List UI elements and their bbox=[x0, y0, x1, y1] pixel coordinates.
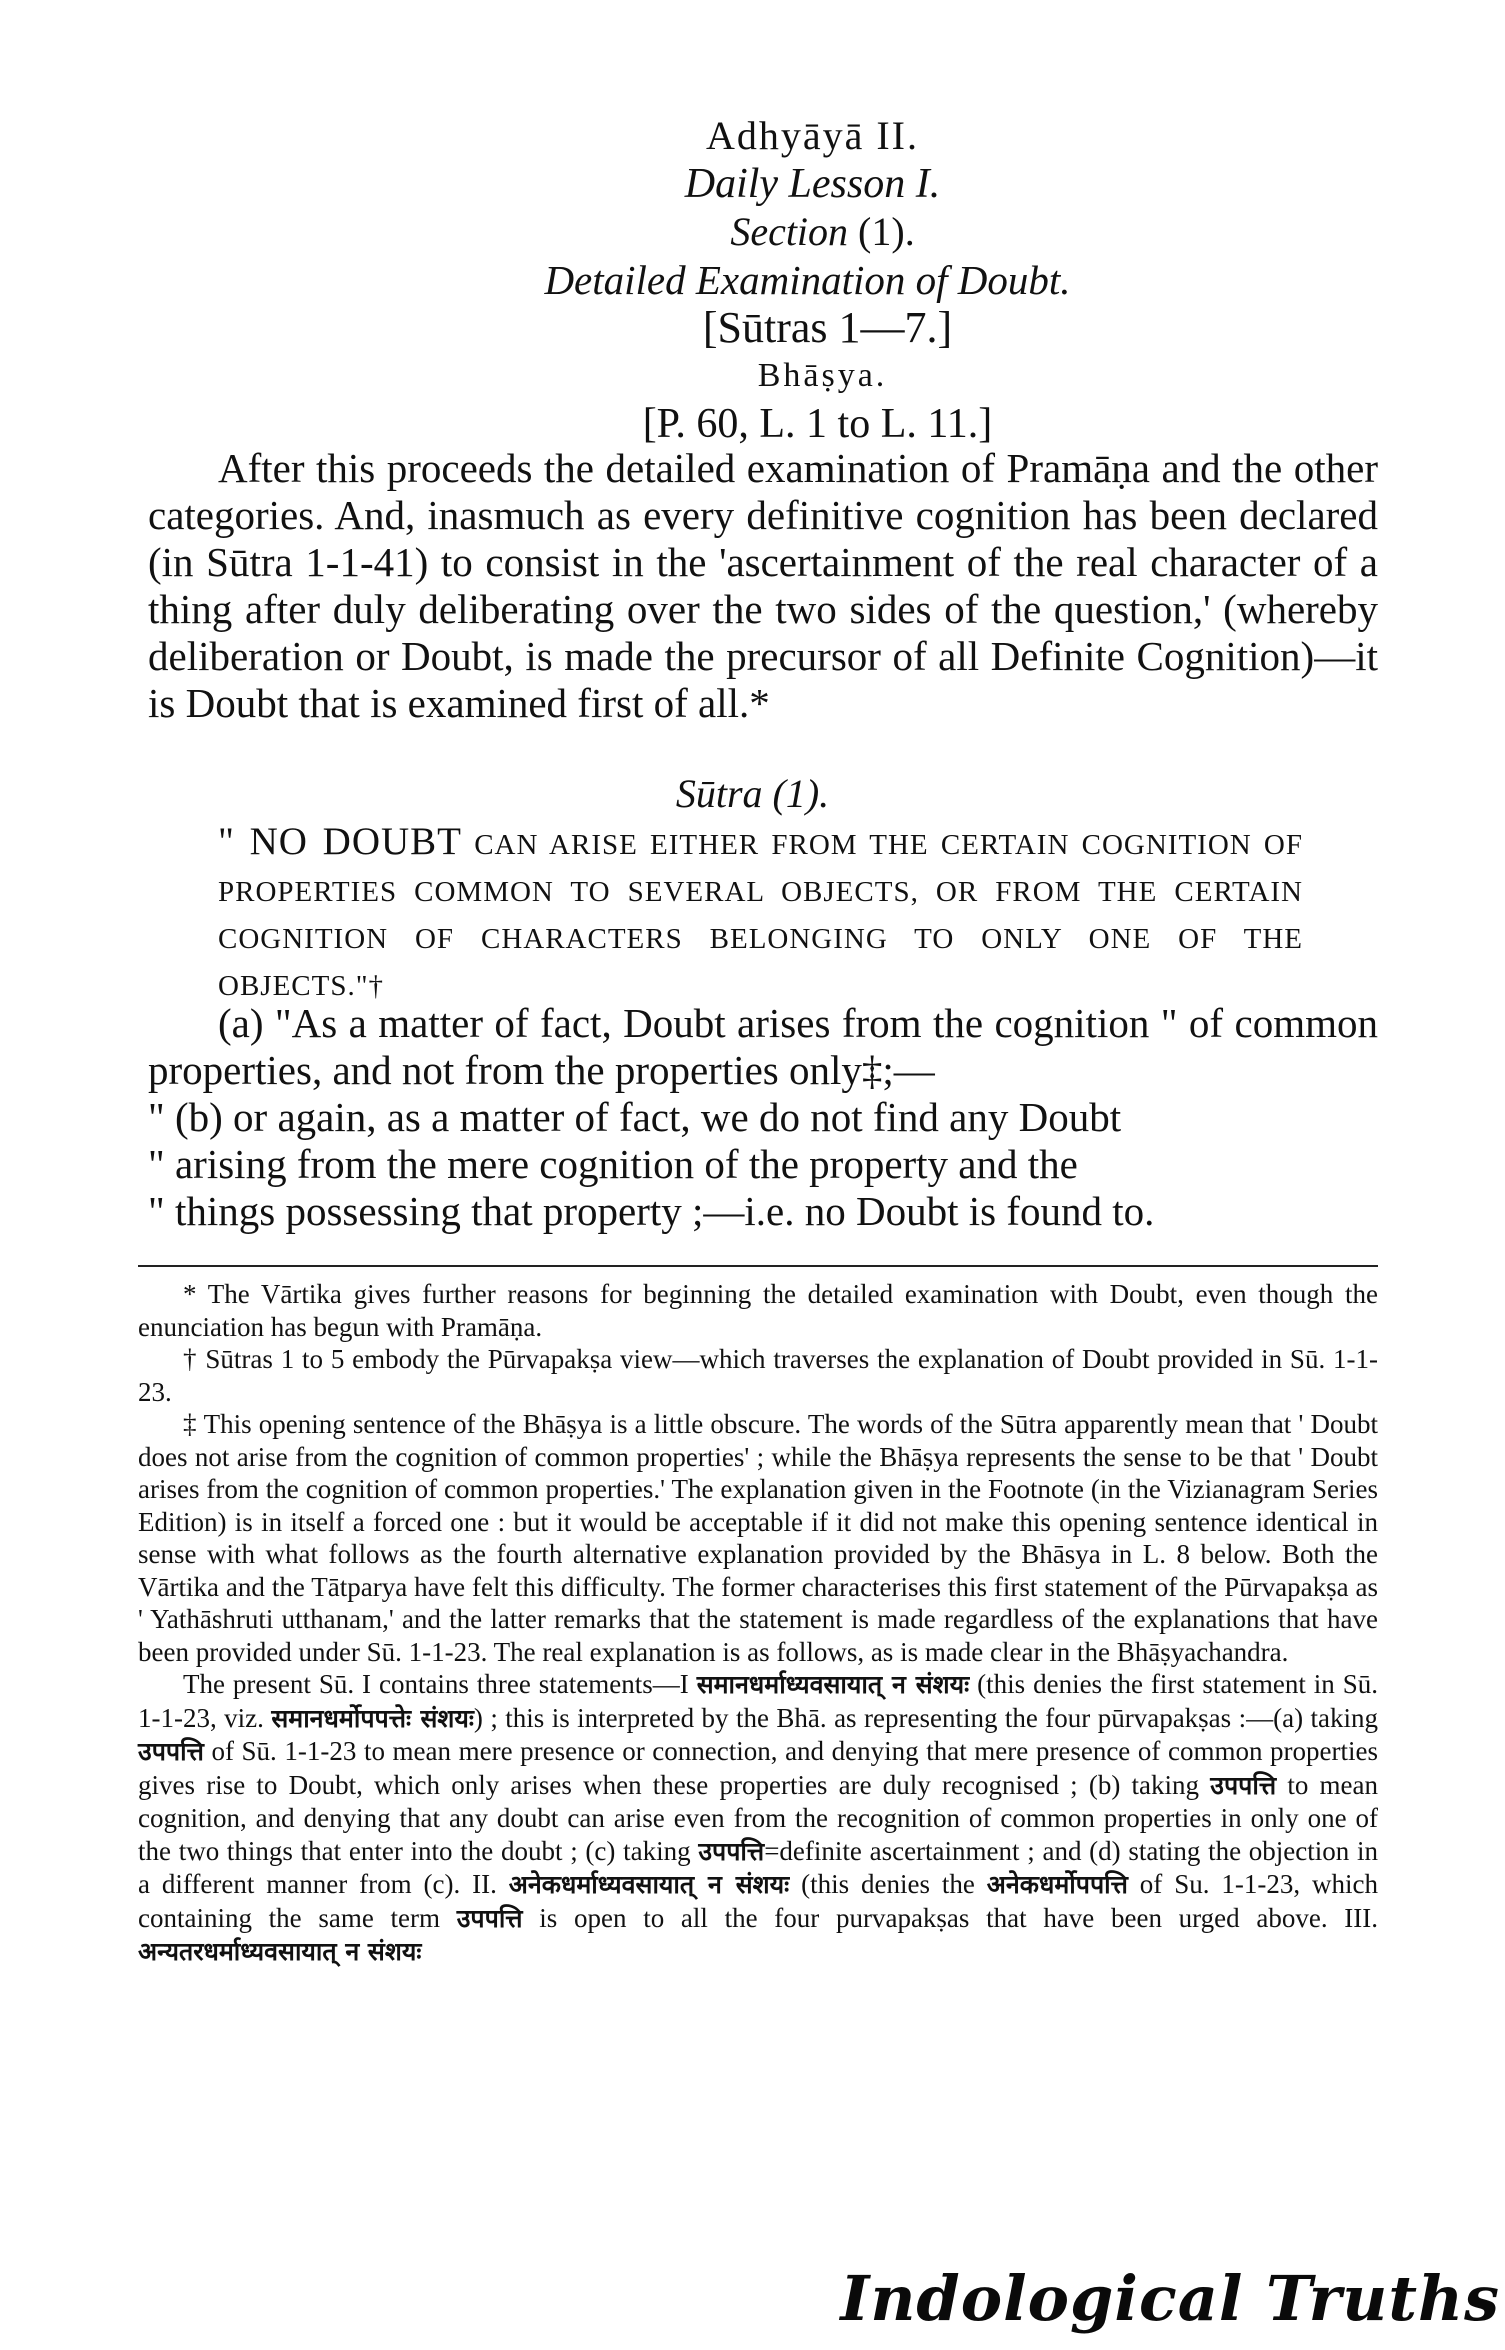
section-subject: Detailed Examination of Doubt. bbox=[544, 257, 1071, 303]
bhasya-label: Bhāṣya. bbox=[757, 357, 888, 394]
sanskrit-phrase-2: समानधर्मोपपत्तेः संशयः bbox=[271, 1703, 474, 1733]
sanskrit-phrase-4: उपपत्ति bbox=[1210, 1770, 1277, 1800]
sutra-range: [Sūtras 1—7.] bbox=[702, 303, 953, 352]
footnote-double-dagger: ‡ This opening sentence of the Bhāṣya is a little obscure. The words of the Sūtra apparently mean that ' Doubt does not arise from the cognition of common properties' ; while the Bhāṣya represents the sense to be that ' Doubt arises from the cognition of common properties.' The explanation given in the Footnote (in the Vizianagram Series Edition) is in itself a forced one : but it would be acceptable if it did not make this opening sentence identical in sense with what follows as the fourth alternative explanation provided by the Bhāsya in L. 8 below. Both the Vārtika and the Tātparya have felt this difficulty. The former characterises this first statement of the Pūrvapakṣa as ' Yathāshruti utthanam,' and the latter remarks that the statement is made regardless of the explanations that have been provided under Sū. 1-1-23. The real explanation is as follows, as is made clear in the Bhāṣyachandra. bbox=[138, 1409, 1378, 1667]
adhyaya-title: Adhyāyā II. bbox=[705, 113, 920, 158]
footnote-star: * The Vārtika gives further reasons for beginning the detailed examination with Doubt, even though the enunciation has begun with Pramāṇa. bbox=[138, 1279, 1378, 1342]
footnote-divider bbox=[138, 1265, 1378, 1267]
footnote-dagger: † Sūtras 1 to 5 embody the Pūrvapakṣa view—which traverses the explanation of Doubt provided in Sū. 1-1-23. bbox=[138, 1344, 1378, 1407]
sanskrit-phrase-3: उपपत्ति bbox=[138, 1737, 204, 1766]
fn-text-3: ) ; this is interpreted by the Bhā. as representing the four pūrvapakṣas :—(a) taking bbox=[473, 1702, 1379, 1733]
fn-text-2: (this denies the first statement in Sū. 1-1-23, viz. bbox=[138, 1669, 1378, 1733]
section-number: (1). bbox=[858, 209, 915, 254]
fn-text-9: is open to all the four purvapakṣas that have been urged above. III. bbox=[522, 1902, 1378, 1933]
sutra-commentary bbox=[148, 1000, 1378, 1235]
fn-text-4: of Sū. 1-1-23 to mean mere presence or connection, and denying that mere presence of common properties gives rise to Doubt, which only arises when these properties are duly recognised ; (b) taking bbox=[138, 1736, 1378, 1800]
footnote-present-sutra bbox=[138, 1668, 1378, 1969]
sutra-heading: Sūtra (1). bbox=[675, 771, 830, 816]
fn-text-1: The present Sū. I contains three statements—I bbox=[183, 1669, 697, 1699]
sanskrit-phrase-8: उपपत्ति bbox=[456, 1903, 523, 1933]
commentary-b-line-3: " things possessing that property ;—i.e. no Doubt is found to. bbox=[148, 1188, 1155, 1234]
sutra-body: CAN ARISE EITHER FROM THE CERTAIN COGNITION OF PROPERTIES COMMON TO SEVERAL OBJECTS, OR FROM THE CERTAIN COGNITION OF CHARACTERS BELONGING TO ONLY ONE OF THE OBJECTS."† bbox=[218, 829, 1303, 1002]
section-title bbox=[140, 208, 1505, 256]
commentary-b-line-2: " arising from the mere cognition of the property and the bbox=[148, 1141, 1078, 1187]
sutra-opening: " NO DOUBT bbox=[218, 820, 462, 863]
chapter-heading bbox=[0, 112, 1505, 448]
fn-text-8: of Su. 1-1-23, which containing the same term bbox=[138, 1869, 1378, 1933]
sanskrit-phrase-6: अनेकधर्माध्यवसायात् न संशयः bbox=[508, 1870, 790, 1899]
fn-text-6: =definite ascertainment ; and (d) stating the objection in a different manner from (c). II. bbox=[138, 1835, 1378, 1899]
footnotes bbox=[138, 1278, 1378, 1969]
watermark-logo: Indological Truths bbox=[840, 2262, 1500, 2335]
sanskrit-phrase-9: अन्यतरधर्माध्यवसायात् न संशयः bbox=[138, 1937, 422, 1966]
fn-text-7: (this denies the bbox=[789, 1869, 987, 1899]
section-word: Section bbox=[730, 209, 849, 254]
sanskrit-phrase-1: समानधर्माध्यवसायात् न संशयः bbox=[696, 1670, 970, 1699]
lesson-title: Daily Lesson I. bbox=[684, 161, 941, 207]
commentary-a: (a) "As a matter of fact, Doubt arises from the cognition " of common properties, and not from the properties only‡;— bbox=[148, 1000, 1378, 1093]
intro-paragraph: After this proceeds the detailed examination of Pramāṇa and the other categories. And, inasmuch as every definitive cognition has been declared (in Sūtra 1-1-41) to consist in the 'ascertainment of the real character of a thing after duly deliberating over the two sides of the question,' (whereby deliberation or Doubt, is made the precursor of all Definite Cognition)—it is Doubt that is examined first of all.* bbox=[148, 445, 1378, 726]
sanskrit-phrase-5: उपपत्ति bbox=[698, 1836, 765, 1866]
fn-text-5: to mean cognition, and denying that any doubt can arise even from the recognition of common properties in only one of the two things that enter into the doubt ; (c) taking bbox=[138, 1769, 1378, 1866]
page-line-reference: [P. 60, L. 1 to L. 11.] bbox=[642, 401, 993, 447]
bhasya-intro bbox=[148, 445, 1378, 727]
sutra-text bbox=[218, 818, 1303, 1010]
sanskrit-phrase-7: अनेकधर्मोपपत्ति bbox=[986, 1870, 1128, 1899]
commentary-b-line-1: " (b) or again, as a matter of fact, we do not find any Doubt bbox=[148, 1094, 1122, 1140]
